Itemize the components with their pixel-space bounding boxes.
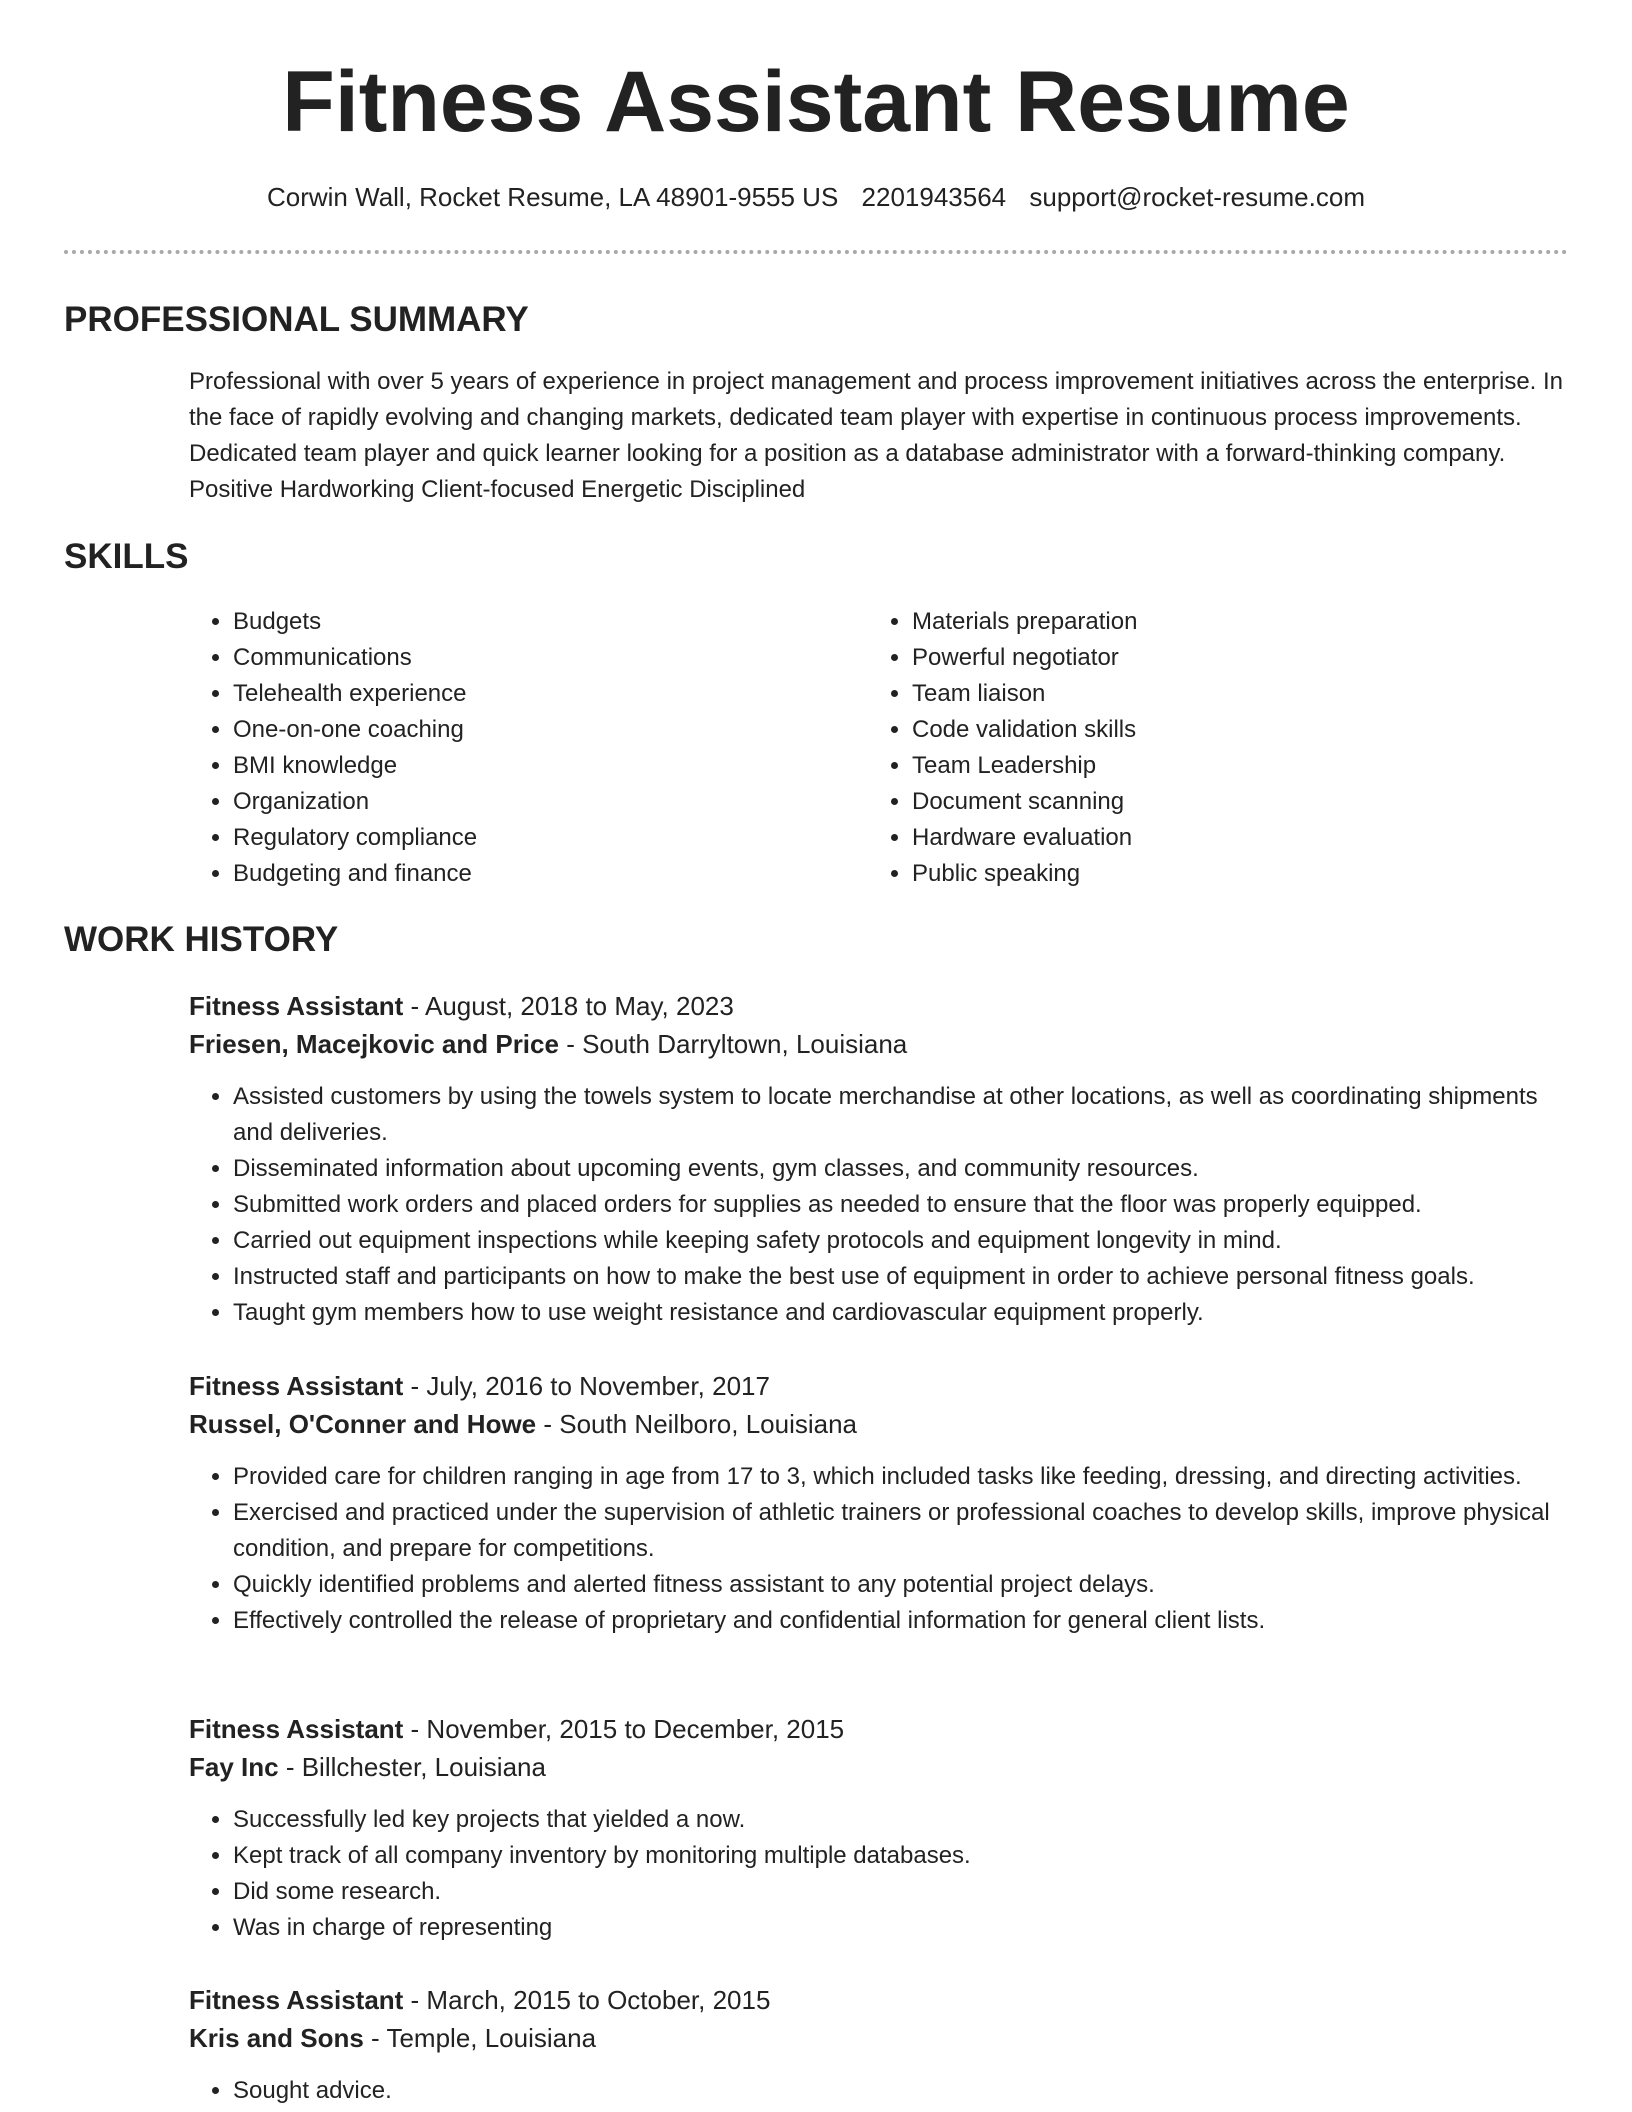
page-title: Fitness Assistant Resume xyxy=(282,54,1350,150)
job-title: Fitness Assistant xyxy=(189,991,404,1021)
duty-item: • Successfully led key projects that yielded a now. xyxy=(233,1802,1569,1838)
job-company: Friesen, Macejkovic and Price xyxy=(189,1029,559,1059)
job-dates: - August, 2018 to May, 2023 xyxy=(403,991,734,1021)
job-title: Fitness Assistant xyxy=(189,1985,404,2015)
contact-email: support@rocket-resume.com xyxy=(1029,182,1365,212)
skill-item: • Budgeting and finance xyxy=(233,856,833,892)
skill-item: • One-on-one coaching xyxy=(233,712,833,748)
skill-item: • Public speaking xyxy=(912,856,1512,892)
job-company: Kris and Sons xyxy=(189,2023,364,2053)
skill-item: • Organization xyxy=(233,784,833,820)
skill-item: • Hardware evaluation xyxy=(912,820,1512,856)
job-dates: - November, 2015 to December, 2015 xyxy=(403,1714,845,1744)
job-entry xyxy=(189,1710,1569,1946)
skills-list-left xyxy=(189,604,833,892)
job-duties xyxy=(189,2073,1569,2109)
duty-item: • Did some research. xyxy=(233,1874,1569,1910)
job-title-line xyxy=(189,1981,1569,2019)
job-duties xyxy=(189,1079,1569,1331)
skill-item: • Powerful negotiator xyxy=(912,640,1512,676)
job-company-line xyxy=(189,1025,1569,1063)
duty-item: • Carried out equipment inspections while keeping safety protocols and equipment longevity in mind. xyxy=(233,1223,1569,1259)
duty-item: • Provided care for children ranging in age from 17 to 3, which included tasks like feeding, dressing, and directing activities. xyxy=(233,1459,1569,1495)
header-divider xyxy=(64,250,1568,254)
duty-item: • Assisted customers by using the towels system to locate merchandise at other locations, as well as coordinating shipments and deliveries. xyxy=(233,1079,1569,1151)
contact-phone: 2201943564 xyxy=(861,182,1007,212)
duty-item: • Taught gym members how to use weight resistance and cardiovascular equipment properly. xyxy=(233,1295,1569,1331)
job-location: - South Darryltown, Louisiana xyxy=(558,1029,908,1059)
skill-item: • Communications xyxy=(233,640,833,676)
job-location: - Billchester, Louisiana xyxy=(278,1752,546,1782)
skill-item: • Budgets xyxy=(233,604,833,640)
job-dates: - July, 2016 to November, 2017 xyxy=(403,1371,770,1401)
job-duties xyxy=(189,1459,1569,1639)
duty-item: • Was in charge of representing xyxy=(233,1910,1569,1946)
skill-item: • Document scanning xyxy=(912,784,1512,820)
duty-item: • Instructed staff and participants on how to make the best use of equipment in order to achieve personal fitness goals. xyxy=(233,1259,1569,1295)
skills-list-right xyxy=(868,604,1512,892)
job-title: Fitness Assistant xyxy=(189,1371,404,1401)
job-company: Russel, O'Conner and Howe xyxy=(189,1409,537,1439)
skill-item: • Team Leadership xyxy=(912,748,1512,784)
job-company-line xyxy=(189,1748,1569,1786)
job-title-line xyxy=(189,987,1569,1025)
job-duties xyxy=(189,1802,1569,1946)
summary-heading: PROFESSIONAL SUMMARY xyxy=(64,300,529,339)
work-history-heading: WORK HISTORY xyxy=(64,920,339,959)
job-dates: - March, 2015 to October, 2015 xyxy=(403,1985,771,2015)
duty-item: • Disseminated information about upcoming events, gym classes, and community resources. xyxy=(233,1151,1569,1187)
job-company: Fay Inc xyxy=(189,1752,279,1782)
duty-item: • Sought advice. xyxy=(233,2073,1569,2109)
skill-item: • Code validation skills xyxy=(912,712,1512,748)
skill-item: • Team liaison xyxy=(912,676,1512,712)
job-company-line xyxy=(189,2019,1569,2057)
duty-item: • Exercised and practiced under the supervision of athletic trainers or professional coaches to develop skills, improve physical condition, and prepare for competitions. xyxy=(233,1495,1569,1567)
skill-item: • Telehealth experience xyxy=(233,676,833,712)
job-title: Fitness Assistant xyxy=(189,1714,404,1744)
job-location: - South Neilboro, Louisiana xyxy=(536,1409,858,1439)
duty-item: • Submitted work orders and placed orders for supplies as needed to ensure that the floor was properly equipped. xyxy=(233,1187,1569,1223)
job-entry xyxy=(189,1367,1569,1639)
contact-address: Corwin Wall, Rocket Resume, LA 48901-9555 US xyxy=(266,182,839,212)
skills-heading: SKILLS xyxy=(64,537,189,576)
duty-item: • Effectively controlled the release of proprietary and confidential information for general client lists. xyxy=(233,1603,1569,1639)
duty-item: • Kept track of all company inventory by monitoring multiple databases. xyxy=(233,1838,1569,1874)
skill-item: • BMI knowledge xyxy=(233,748,833,784)
job-entry xyxy=(189,1981,1569,2109)
job-title-line xyxy=(189,1710,1569,1748)
job-location: - Temple, Louisiana xyxy=(363,2023,597,2053)
summary-text: Professional with over 5 years of experience in project management and process improvement initiatives across the enterprise. In the face of rapidly evolving and changing markets, dedicated team player with expertise in continuous process improvements. Dedicated team player and quick learner looking for a position as a database administrator with a forward-thinking company. Positive Hardworking Client-focused Energetic Disciplined xyxy=(189,368,1564,503)
job-entry xyxy=(189,987,1569,1331)
job-title-line xyxy=(189,1367,1569,1405)
skill-item: • Regulatory compliance xyxy=(233,820,833,856)
contact-line xyxy=(0,180,1632,214)
duty-item: • Quickly identified problems and alerted fitness assistant to any potential project delays. xyxy=(233,1567,1569,1603)
skill-item: • Materials preparation xyxy=(912,604,1512,640)
job-company-line xyxy=(189,1405,1569,1443)
